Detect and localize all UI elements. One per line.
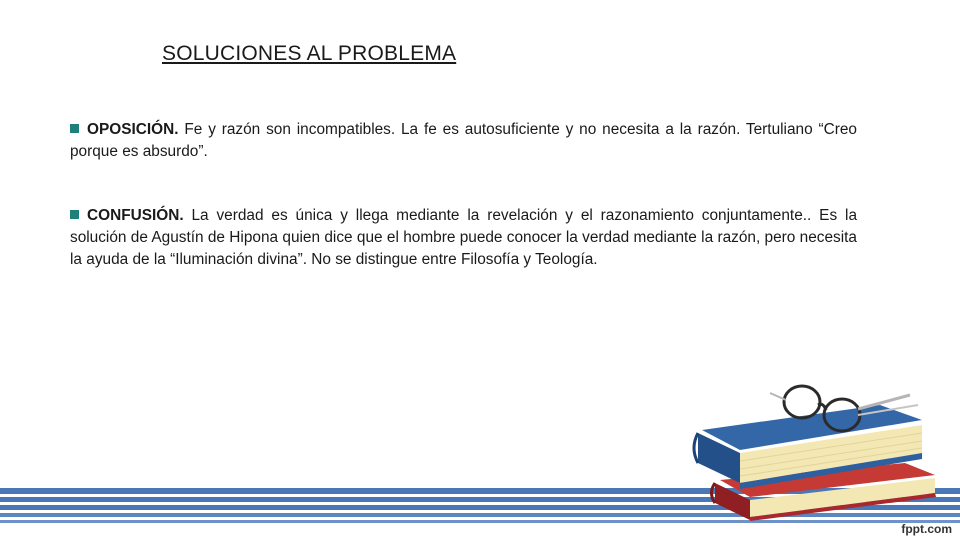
bullet-text: La verdad es única y llega mediante la revelación y el razonamiento conjuntamente.. Es la solución de Agustín de Hipona quien dice que el hombre puede conocer la verdad mediante la razón, pero necesita la ayuda de la “Iluminación divina”. No se distingue entre Filosofía y Teología. [70, 207, 857, 268]
square-bullet-icon [70, 124, 79, 133]
square-bullet-icon [70, 210, 79, 219]
bullet-lead: OPOSICIÓN. [87, 121, 179, 138]
brand-label: fppt.com [901, 522, 952, 536]
bullet-point-oposicion [70, 119, 857, 163]
bullet-text: Fe y razón son incompatibles. La fe es autosuficiente y no necesita a la razón. Tertuliano “Creo porque es absurdo”. [70, 121, 857, 160]
books-with-glasses-icon [690, 375, 950, 525]
slide-title: SOLUCIONES AL PROBLEMA [162, 42, 457, 65]
bullet-paragraph [70, 205, 857, 271]
bullet-paragraph [70, 119, 857, 163]
bullet-point-confusion [70, 205, 857, 271]
bullet-lead: CONFUSIÓN. [87, 207, 184, 224]
